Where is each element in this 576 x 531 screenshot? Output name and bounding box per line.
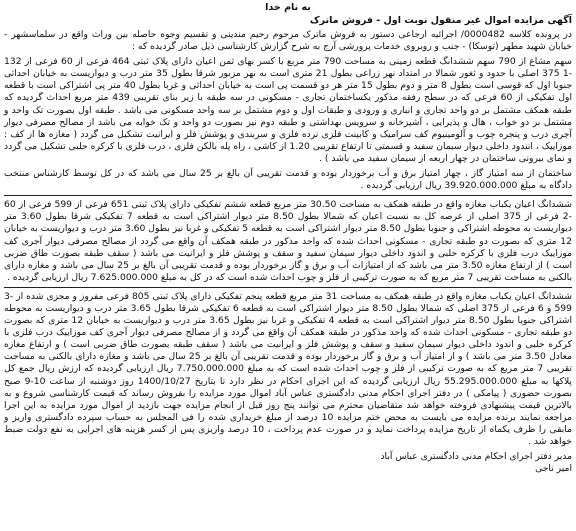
notice-title: آگهی مزایده اموال غیر منقول نوبت اول - فروش ماترک bbox=[309, 15, 572, 26]
property-1-paragraph: سهم مشاع از 790 سهم ششدانگ قطعه زمینی به مساحت 790 متر مربع با کسر بهای ثمن اعیان دارای پلاک ثبتی 464 فرعی از 60 فرعی از 132 -1 375 اصلی با حدود و ثغور شمالا در امتداد نهر زراعی بطول 21 متری است به نهر مزبور شرقا بطول 35 متر درب و دیواریست به خیابان احداثی جنوبا اول که قوسی است بطول 8 متر و دوم بطول 15 متر هر دو قسمت پی است به خیابان احداثی و غربا بطول 40 متر پی اشتراکی است با قطعه اول تفکیکی از 60 فرعی که در سطح رفقه مذکور یکساختمان تجاری - مسکونی در سه طبقه با زیر بنای تقریبی 439 متر مربع احداث گردیده که طبقه همکف مشتمل بر دو واحد تجاری و انباری و ورودی و طبقات اول و دوم مشتمل بر سه واحد مسکونی می باشد . طبقه اول بصورت تک واحد و مشتمل بر دو خواب ، هال و پذیرایی ، آشپزخانه و سرویس بهداشتی و طبقه دوم نیز بصورت دو واحد و تک خوابه می باشد از مصالح مصرفی دیوار آجری درب و پنجره چوب و آلومینیوم کف سرامیک و کابینت فلزی نرده فلزی و سربندی و پوشش فلز و ایرانیت تشکیل می گردد ( مغازه ها از کف : موزاییک ، انندود داخلی دیوار سیمان سفید و قسمتی تا ارتفاع تقریبی 1.20 از کاشی ، راه پله بالکن فلزی ، درب فلزی با کرکره حلبی تشکیل می گردد و نمای بیرونی ساختمان در چهار اربعه از سیمان سفید می باشد ) . bbox=[4, 56, 573, 164]
bismillah-heading: به نام خدا bbox=[265, 2, 311, 13]
signature-name: امیر ناجی bbox=[535, 463, 572, 475]
property-2-paragraph: ششدانگ اعیان یکباب مغازه واقع در طبقه همکف به مساحت 30.50 متر مربع قطعه ششم تفکیکی دارای پلاک ثبتی 651 فرعی از 599 فرعی از 60 -2 فرعی از 375 اصلی از عرصه کل به نسبت اعیان که شمالا بطول 8.50 متر دیوار اشتراکی است به قطعه 7 تفکیکی شرقا بطول 3.60 متر دیواریست به محوطه اشتراکی و جنوبا بطول 8.50 متر دیوار اشتراکی است به قطعه 5 تفکیکی و غربا نیز بطول 3.60 متر درب و دیواریست به خیابان 12 متری که بصورت دو طبقه تجاری - مسکونی احداث شده که واحد مذکور در طبقه همکف آن واقع می گردد از مصالح مصرفی دیوار آجری کف موزاییک درب فلزی با کرکره حلبی و اندود داخلی دیوار سیمان سفید و سقف و پوشش فلز و ایرانیت می باشد ( سقف طبقه بصورت طاق ضربی است ) از ارتفاع مغازه 3.50 متر می باشد که از امتیازات آب و برق و گاز برخوردار بوده و قدمت تقریبی آن بالغ بر 25 سال می باشد و مغازه دارای بالکنی به مساحت تقریبی 7 متر مربع که به صورت ترکیبی از فلز و چوب احداث شده است که در کل به مبلغ 7.625.000.000 ریال ارزیابی گردیده . bbox=[3, 199, 573, 283]
property-1-valuation-paragraph: ساختمان از سه امتیاز گاز ، چهار امتیاز برق و آب برخوردار بوده و قدمت تقریبی آن بالغ بر 25 سال می باشد که در کل توسط کارشناس منتخب دادگاه به مبلغ 39.920.000.000 ریال ارزیابی گردیده . bbox=[4, 168, 572, 192]
section-divider bbox=[4, 287, 572, 288]
property-3-paragraph: ششدانگ اعیان یکباب مغازه واقع در طبقه همکف به مساحت 31 متر مربع قطعه پنجم تفکیکی دارای پلاک ثبتی 805 فرعی مفروز و مجزی شده از -3 599 و 6 فرعی از 375 اصلی که شمالا بطول 8.50 متر دیوار اشتراکی است به قطعه 6 تفکیکی شرقا بطول 3.65 متر درب و دیواریست به محوطه اشتراکی جنوبا بطول 8.50 متر دیوار اشتراکی است به قطعه 4 تفکیکی و غربا نیز بطول 3.65 متر درب و دیواریست به خیابان 12 متری که بصورت دو طبقه تجاری - مسکونی احداث شده که واحد مذکور در طبقه همکف آن واقع می گردد و از مصالح مصرفی دیوار آجری کف موزاییک درب فلزی با کرکره حلبی و اندود داخلی دیوار سیمان سفید و سقف و پوشش فلز و ایرانیت می باشد ( سقف طبقه بصورت طاق ضربی است ) و ارتفاع مغازه معادل 3.50 متر می باشد ) و از امتیاز آب و برق و گاز برخوردار بوده و قدمت تقریبی آن بالغ بر 25 سال می باشد و مغازه دارای بالکنی به مساحت تقریبی 7 متر مربع که به صورت ترکیبی از فلز و چوب احداث شده است که به مبلغ 7.750.000.000 ریال ارزیابی گردیده که ارزش ریال جمع کل پلاکها به مبلغ 55.295.000.000 ریال ارزیابی گردیده که این اجرای احکام در نظر دارد تا بتاریخ 1400/10/27 روز دوشنبه از ساعت 10-9 صبح بصورت حضوری ( پیامکی ) در دفتر اجرای احکام مدنی دادگستری عباس آباد اموال مورد مزایده را بفروش رساند که قیمت کارشناسی شروع و به بالاترین قیمت پیشنهادی فروخته خواهد شد متقاضیان محترم می توانند پنج روز قبل از انجام مزایده جهت بازدید از اموال مورد مزایده به این اجرا مراجعه نمایند برنده مزایده می بایست به محض ختم مزایده 10 درصد از مبلغ خریداری شده را فی المجلس به حساب سپرده دادگستری واریز و مابقی را ظرف یکماه از تاریخ مزایده پرداخت نماید و در صورت عدم پرداخت ، 10 درصد واریزی پس از کسر هزینه های اجرایی به نفع دولت ضبط خواهد شد . bbox=[4, 290, 573, 447]
section-divider bbox=[4, 195, 572, 196]
signature-title: مدیر دفتر اجرای احکام مدنی دادگستری عباس آباد bbox=[380, 451, 572, 463]
case-intro-paragraph: در پرونده کلاسه 0000482/ اجرائیه ارجاعی دستور به فروش ماترک مرحوم رحیم مندینی و تقسیم وجوه حاصله بین وراث واقع در سلماسشهر - خیابان شهید مطهر (توسکا) - جنب و روبروی خدمات پرورشی آرج به شرح گزارش کارشناسی ذیل صادر گردیده که : bbox=[4, 29, 572, 53]
